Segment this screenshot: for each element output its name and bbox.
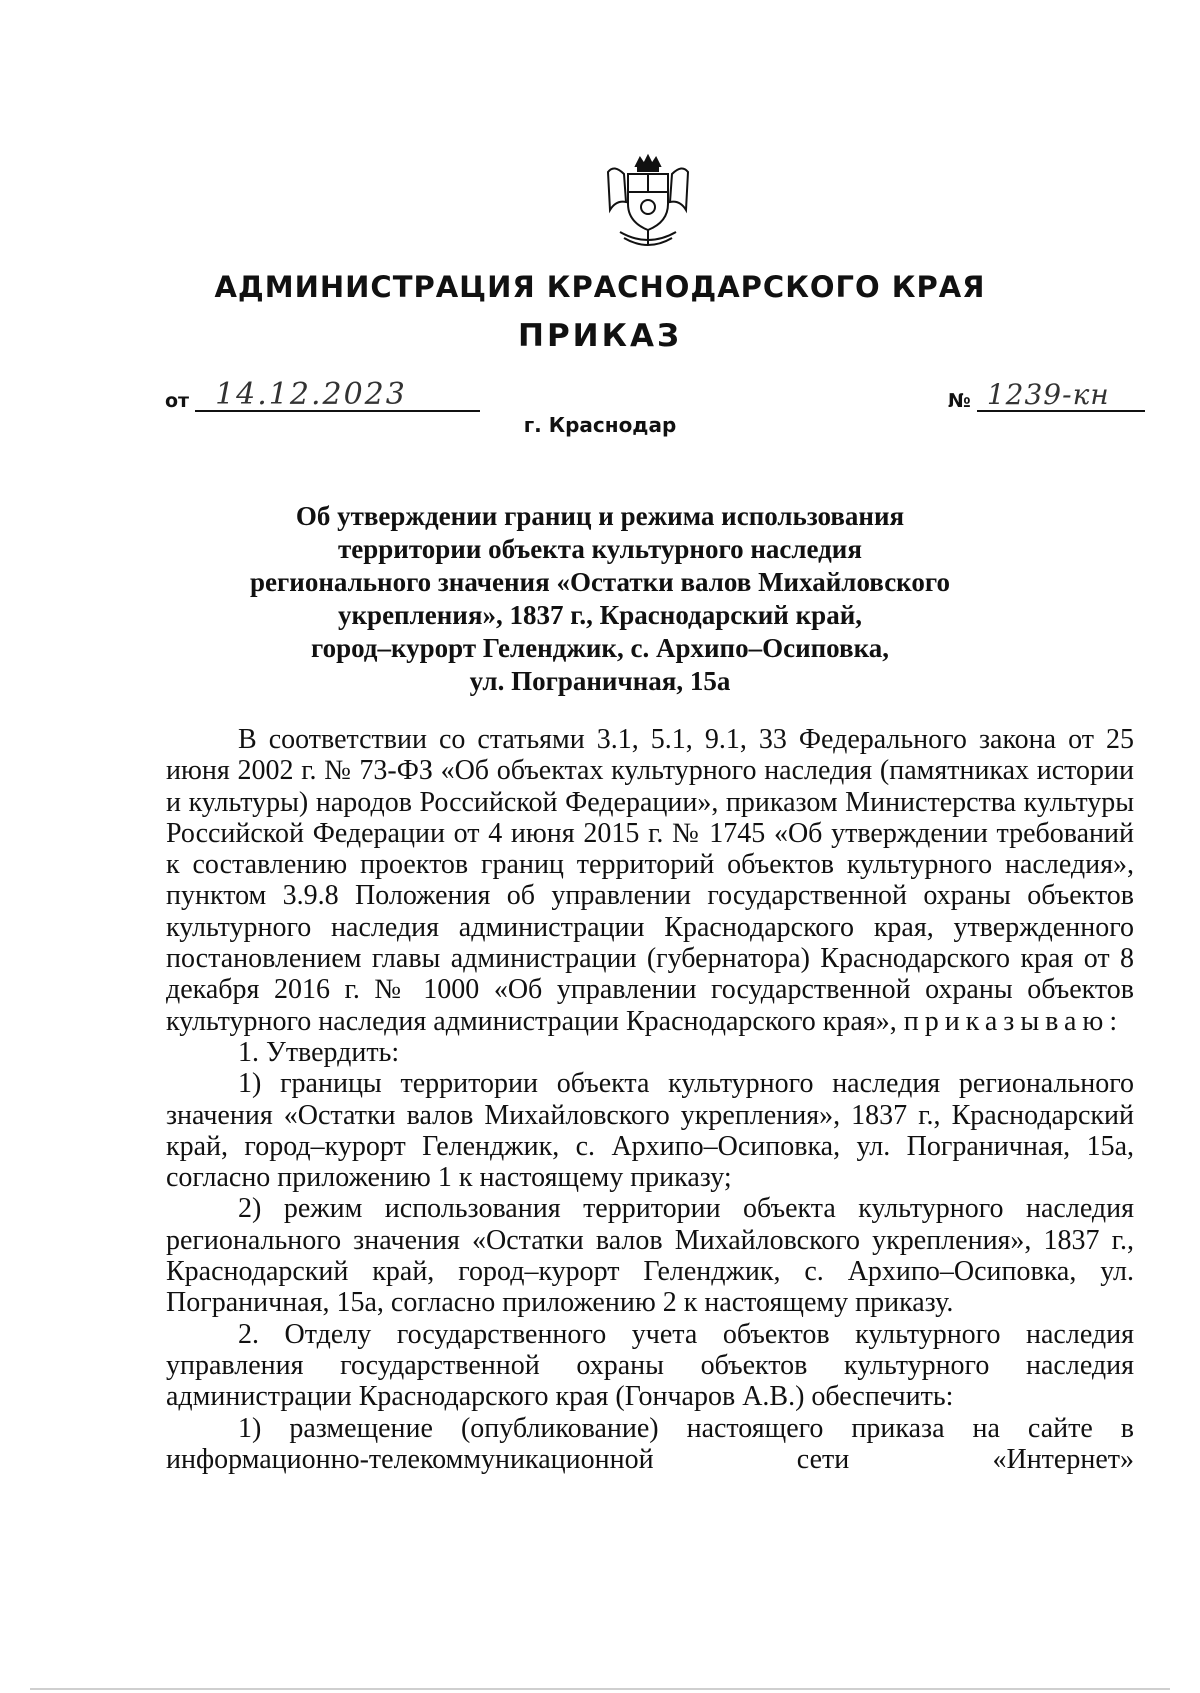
- document-type: ПРИКАЗ: [518, 318, 682, 354]
- document-body: [166, 724, 1134, 1475]
- item-1: 1. Утвердить:: [238, 1036, 400, 1068]
- item-1-2: 2) режим использования территории объекта культурного наследия регионального значения «Остатки валов Михайловского укрепления», 1837 г., Краснодарский край, город–курорт Геленджик, с. Архипо–Осиповка, ул. Пограничная, 15а, согласно приложению 2 к настоящему приказу.: [166, 1193, 1134, 1319]
- title-line: укрепления», 1837 г., Краснодарский край,: [338, 600, 862, 630]
- krasnodar-coat-of-arms-emblem: [598, 152, 698, 252]
- city-name: г. Краснодар: [523, 413, 677, 437]
- number-value: 1239-кн: [977, 380, 1145, 412]
- date-prefix: от: [165, 390, 190, 412]
- preamble-text: В соответствии со статьями 3.1, 5.1, 9.1, 33 Федерального закона от 25 июня 2002 г. № 73-ФЗ «Об объектах культурного наследия (памятниках истории и культуры) народов Российской Федерации», приказом Министерства культуры Российской Федерации от 4 июня 2015 г. № 1745 «Об утверждении требований к составлению проектов границ территорий объектов культурного наследия», пунктом 3.9.8 Положения об управлении государственной охраны объектов культурного наследия администрации Краснодарского края, утвержденного постановлением главы администрации (губернатора) Краснодарского края от 8 декабря 2016 г. № 1000 «Об управлении государственной охраны объектов культурного наследия администрации Краснодарского края»,: [166, 724, 1134, 1037]
- document-title: [0, 500, 1200, 698]
- date-field: [165, 377, 480, 412]
- number-prefix: №: [948, 390, 971, 412]
- title-line: ул. Пограничная, 15а: [469, 666, 731, 696]
- scan-edge-divider: [30, 1688, 1170, 1690]
- date-value: 14.12.2023: [195, 380, 480, 412]
- title-line: регионального значения «Остатки валов Михайловского: [250, 567, 950, 597]
- number-field: [948, 380, 1145, 412]
- item-2-1: 1) размещение (опубликование) настоящего приказа на сайте в информационно-телекоммуникационной сети «Интернет»: [166, 1412, 1134, 1475]
- item-1-1: 1) границы территории объекта культурного наследия регионального значения «Остатки валов Михайловского укрепления», 1837 г., Краснодарский край, город–курорт Геленджик, с. Архипо–Осиповка, ул. Пограничная, 15а, согласно приложению 1 к настоящему приказу;: [166, 1068, 1134, 1194]
- item-2: 2. Отделу государственного учета объектов культурного наследия управления государственной охраны объектов культурного наследия администрации Краснодарского края (Гончаров А.В.) обеспечить:: [166, 1318, 1134, 1413]
- title-line: город–курорт Геленджик, с. Архипо–Осиповка,: [310, 633, 889, 663]
- order-word: приказываю:: [903, 1005, 1124, 1037]
- organization-name: АДМИНИСТРАЦИЯ КРАСНОДАРСКОГО КРАЯ: [214, 270, 986, 304]
- title-line: территории объекта культурного наследия: [338, 534, 862, 564]
- preamble-paragraph: [166, 724, 1134, 1037]
- title-line: Об утверждении границ и режима использования: [295, 501, 905, 531]
